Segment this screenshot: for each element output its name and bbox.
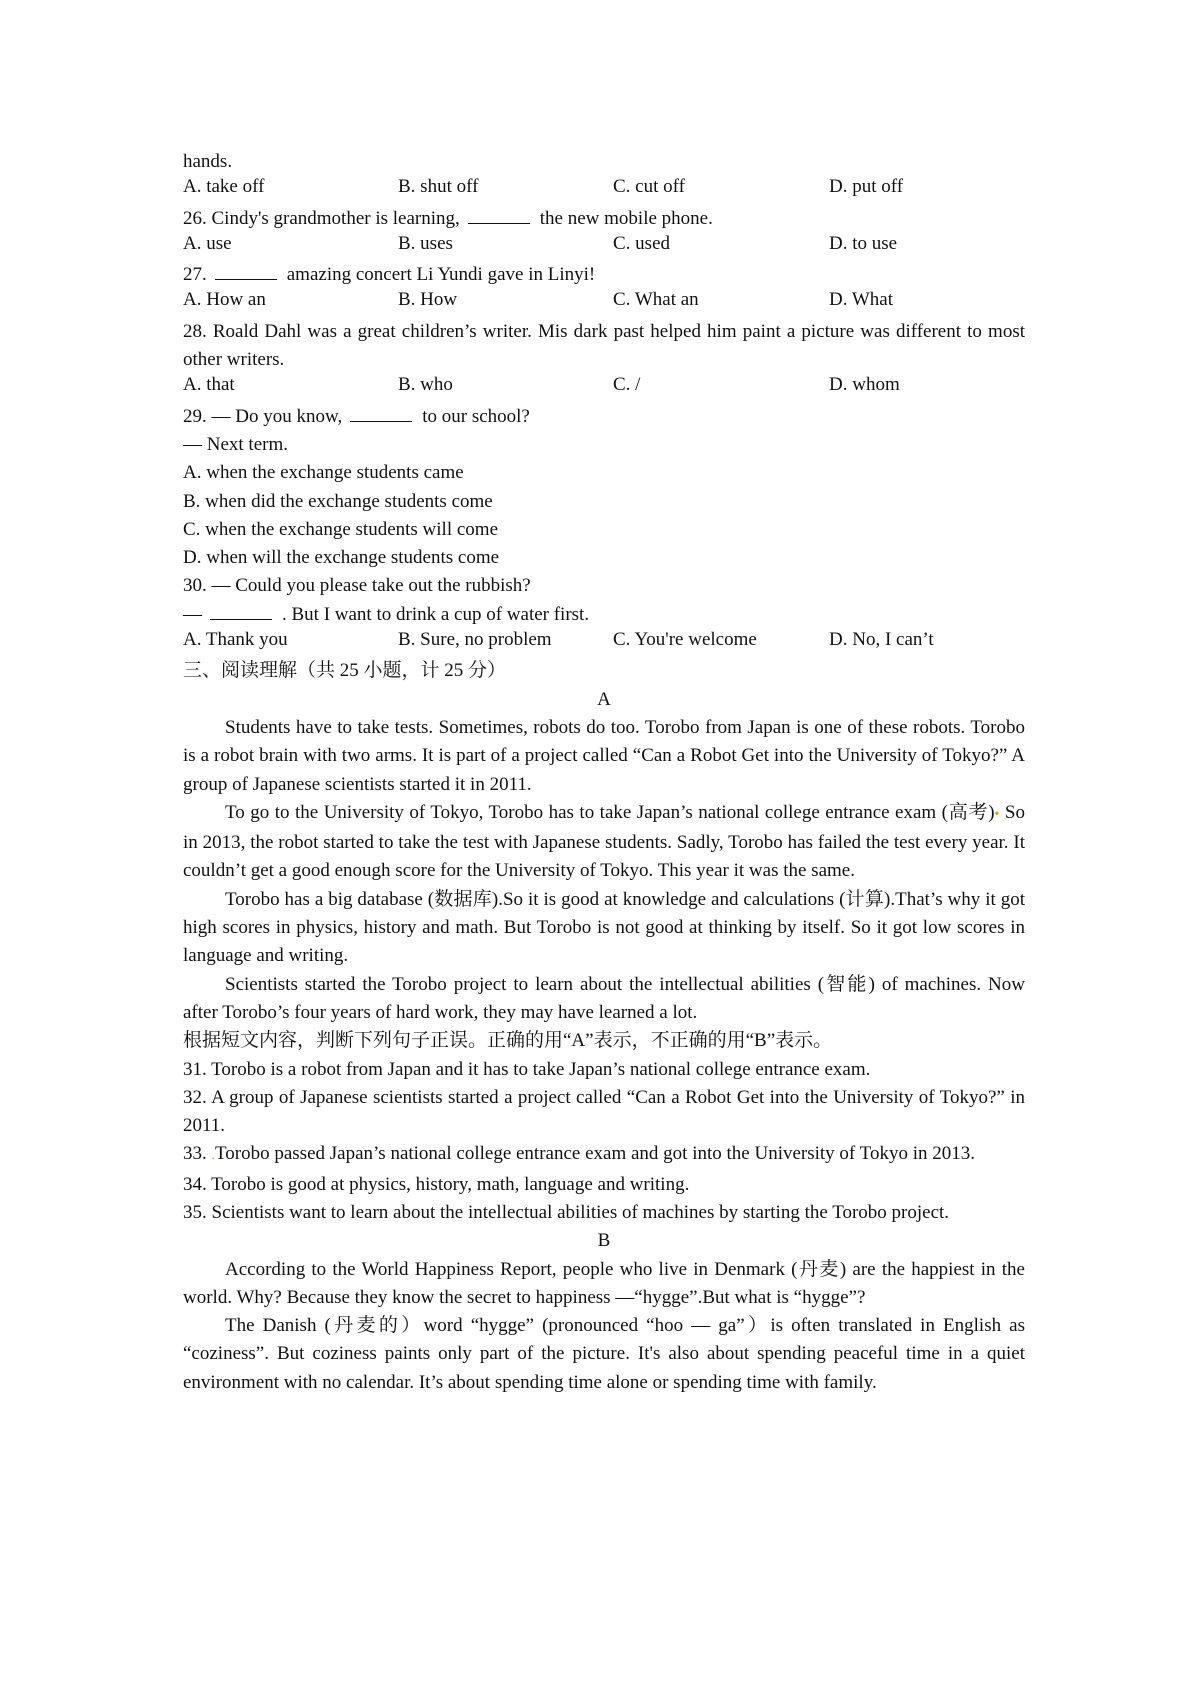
q30-stem: 30. — Could you please take out the rubbish? bbox=[183, 575, 531, 597]
highlight-mark: • bbox=[994, 806, 1000, 822]
q30-options bbox=[183, 629, 1025, 657]
q28-options bbox=[183, 374, 1025, 402]
q28-option-b: B. who bbox=[398, 374, 453, 396]
q26-option-a: A. use bbox=[183, 232, 232, 254]
q29-option-a: A. when the exchange students came bbox=[183, 462, 464, 484]
q28-option-c: C. / bbox=[613, 374, 641, 396]
q26-option-b: B. uses bbox=[398, 232, 453, 254]
q25-option-c: C. cut off bbox=[613, 176, 685, 198]
q33-text: Torobo passed Japan’s national college entrance exam and got into the University of Tokyo in 2013. bbox=[215, 1143, 975, 1165]
q25-option-a: A. take off bbox=[183, 176, 265, 198]
q27-stem-after: amazing concert Li Yundi gave in Linyi! bbox=[286, 264, 596, 286]
q25-option-d: D. put off bbox=[829, 176, 904, 198]
q27-option-a: A. How an bbox=[183, 289, 266, 311]
q33-statement bbox=[183, 1140, 1025, 1170]
passage-b-label: B bbox=[597, 1230, 611, 1252]
q34-statement: 34. Torobo is good at physics, history, math, language and writing. bbox=[183, 1173, 690, 1195]
q29-answer: — Next term. bbox=[183, 433, 289, 455]
passage-a-instruction: 根据短文内容，判断下列句子正误。正确的用“A”表示，不正确的用“B”表示。 bbox=[183, 1030, 833, 1052]
q30-reply bbox=[183, 601, 1025, 629]
passage-b-paragraph-2: The Danish (丹麦的）word “hygge” (pronounced “hoo — ga”）is often translated in English as “coziness”. But coziness paints only part of the picture. It's also about spending peaceful time in a quiet environment with no calendar. It’s about spending time alone or spending time with family. bbox=[183, 1315, 1025, 1393]
passage-a-label: A bbox=[597, 688, 611, 710]
q26-stem-after: the new mobile phone. bbox=[539, 207, 713, 229]
q30-blank bbox=[210, 601, 272, 620]
q30-option-d: D. No, I can’t bbox=[829, 629, 934, 651]
q28-option-d: D. whom bbox=[829, 374, 900, 396]
exam-page bbox=[183, 148, 1025, 1397]
q30-option-c: C. You're welcome bbox=[613, 629, 757, 651]
q35-statement: 35. Scientists want to learn about the intellectual abilities of machines by starting the Torobo project. bbox=[183, 1201, 950, 1223]
q26-stem-before: 26. Cindy's grandmother is learning, bbox=[183, 207, 460, 229]
q26-blank bbox=[468, 205, 530, 224]
passage-a-paragraph-3: Torobo has a big database (数据库).So it is good at knowledge and calculations (计算).That’s why it got high scores in physics, history and math. But Torobo is not good at thinking by itself. So it got low scores in language and writing. bbox=[183, 888, 1025, 967]
q26-option-d: D. to use bbox=[829, 232, 898, 254]
passage-a-paragraph-1: Students have to take tests. Sometimes, robots do too. Torobo from Japan is one of these robots. Torobo is a robot brain with two arms. It is part of a project called “Can a Robot Get into the University of Tokyo?” A group of Japanese scientists started it in 2011. bbox=[183, 716, 1025, 795]
q32-statement: 32. A group of Japanese scientists started a project called “Can a Robot Get into the University of Tokyo?” in 2011. bbox=[183, 1086, 1025, 1137]
q30-reply-after: . But I want to drink a cup of water first. bbox=[282, 603, 590, 625]
q29-option-b: B. when did the exchange students come bbox=[183, 490, 493, 512]
q31-statement: 31. Torobo is a robot from Japan and it has to take Japan’s national college entrance exam. bbox=[183, 1058, 871, 1080]
highlight-mark: . bbox=[211, 1148, 215, 1164]
q25-stem-tail: hands. bbox=[183, 151, 233, 172]
q30-option-a: A. Thank you bbox=[183, 629, 288, 651]
q30-reply-before: — bbox=[183, 603, 202, 625]
passage-a-paragraph-2 bbox=[183, 799, 1025, 886]
passage-a-paragraph-4: Scientists started the Torobo project to learn about the intellectual abilities (智能) of machines. Now after Torobo’s four years of hard work, they may have learned a lot. bbox=[183, 973, 1025, 1023]
q27-stem bbox=[183, 261, 1025, 289]
q27-options bbox=[183, 289, 1025, 317]
q27-option-d: D. What bbox=[829, 289, 894, 311]
q29-option-d: D. when will the exchange students come bbox=[183, 547, 500, 569]
q26-stem bbox=[183, 205, 1025, 233]
q28-stem: 28. Roald Dahl was a great children’s writer. Mis dark past helped him paint a picture was different to most other writers. bbox=[183, 320, 1025, 371]
q30-option-b: B. Sure, no problem bbox=[398, 629, 552, 651]
q26-options bbox=[183, 233, 1025, 261]
q27-stem-before: 27. bbox=[183, 264, 207, 286]
q29-stem-after: to our school? bbox=[422, 405, 530, 427]
q27-option-b: B. How bbox=[398, 289, 458, 311]
q28-option-a: A. that bbox=[183, 374, 235, 396]
q26-option-c: C. used bbox=[613, 232, 670, 254]
q27-blank bbox=[215, 261, 277, 280]
passage-b-paragraph-1: According to the World Happiness Report, people who live in Denmark (丹麦) are the happiest in the world. Why? Because they know the secret to happiness —“hygge”.But what is “hygge”? bbox=[183, 1258, 1025, 1308]
q29-blank bbox=[350, 403, 412, 422]
q29-stem-before: 29. — Do you know, bbox=[183, 405, 343, 427]
q27-option-c: C. What an bbox=[613, 289, 699, 311]
section-heading: 三、阅读理解（共 25 小题，计 25 分） bbox=[183, 660, 507, 682]
passage-a-p2-after: So in 2013, the robot started to take the test with Japanese students. Sadly, Torobo has failed the test every year. It couldn’t get a good enough score for the University of Tokyo. This year it was the same. bbox=[183, 801, 1026, 882]
q25-option-b: B. shut off bbox=[398, 176, 479, 198]
q33-number: 33. bbox=[183, 1143, 207, 1165]
q29-option-c: C. when the exchange students will come bbox=[183, 518, 499, 540]
q29-stem bbox=[183, 403, 1025, 431]
passage-a-p2-before: To go to the University of Tokyo, Torobo has to take Japan’s national college entrance exam (高考) bbox=[225, 801, 995, 823]
q25-options bbox=[183, 176, 1025, 204]
